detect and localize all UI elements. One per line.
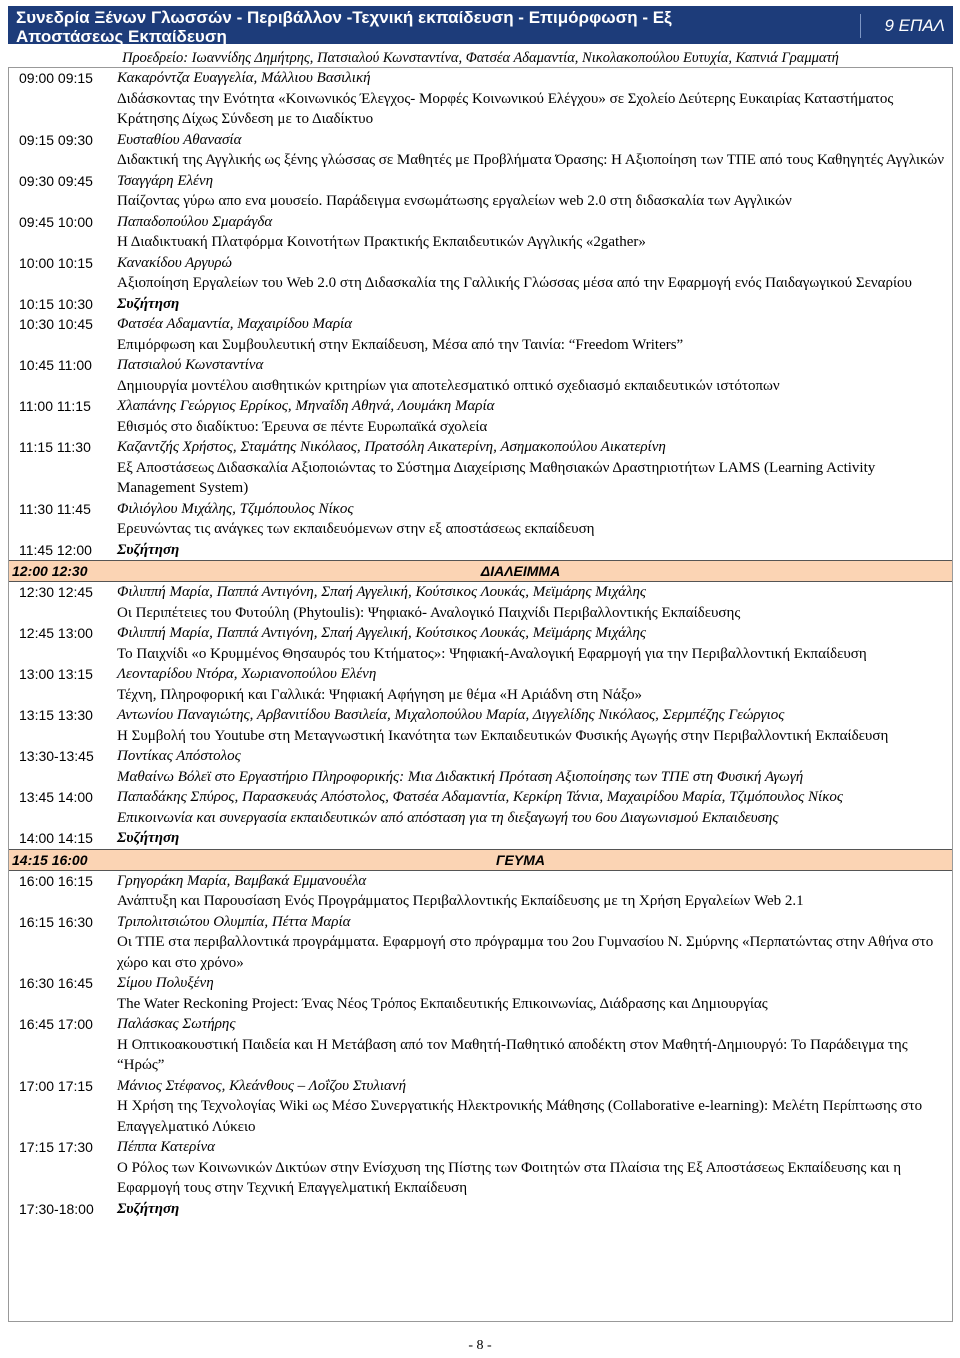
talk-row <box>9 705 952 746</box>
talk-time: 16:00 16:15 <box>19 872 93 889</box>
talk-row <box>9 623 952 664</box>
talk-authors: Φατσέα Αδαμαντία, Μαχαιρίδου Μαρία <box>117 316 353 332</box>
talk-title: Επιμόρφωση και Συμβουλευτική στην Εκπαίδευση, Μέσα από την Ταινία: “Freedom Writers” <box>117 336 684 353</box>
talk-time: 17:30-18:00 <box>19 1200 94 1217</box>
talk-time: 16:45 17:00 <box>19 1016 93 1032</box>
talk-time: 14:00 14:15 <box>19 830 93 846</box>
talk-title: Η Χρήση της Τεχνολογίας Wiki ως Μέσο Συνεργατικής Ηλεκτρονικής Μάθησης (Collaborative e-learning): Μελέτη Περίπτωσης στο Επαγγελματικό Λύκειο <box>117 1098 923 1135</box>
talk-body <box>117 746 952 787</box>
talk-title: Οι ΤΠΕ στα περιβαλλοντικά προγράμματα. Εφαρμογή στο πρόγραμμα του 2ου Γυμνασίου Ν. Σμύρνης «Περπατώντας στην Αθήνα στο χώρο και στο χρόνο» <box>117 934 934 971</box>
talk-body <box>117 499 952 540</box>
talk-body <box>117 355 952 396</box>
break-row <box>9 560 952 582</box>
talk-time: 11:30 11:45 <box>19 500 91 517</box>
talk-row <box>9 212 952 253</box>
talk-time: 13:15 13:30 <box>19 707 93 723</box>
talk-body <box>117 1199 952 1220</box>
talk-title: Εξ Αποστάσεως Διδασκαλία Αξιοποιώντας το Σύστημα Διαχείρισης Μαθησιακών Δραστηριοτήτων LAMS (Learning Activity Management System) <box>117 459 876 496</box>
talk-authors: Καζαντζής Χρήστος, Σταμάτης Νικόλαος, Πρατσόλη Αικατερίνη, Ασημακοπούλου Αικατερίνη <box>117 439 666 455</box>
talk-row <box>9 253 952 294</box>
talk-authors: Πατσιαλού Κωνσταντίνα <box>117 357 264 373</box>
talk-authors: Παπαδάκης Σπύρος, Παρασκευάς Απόστολος, Φατσέα Αδαμαντία, Κερκίρη Τάνια, Μαχαιρίδου Μαρία, Τζιμόπουλος Νίκος <box>117 789 843 805</box>
talk-authors: Φιλιππή Μαρία, Παππά Αντιγόνη, Σπαή Αγγελική, Κούτσικος Λουκάς, Μεϊμάρης Μιχάλης <box>117 584 647 600</box>
talk-title: Διδάσκοντας την Ενότητα «Κοινωνικός Έλεγχος- Μορφές Κοινωνικού Ελέγχου» σε Σχολείο Δεύτερης Ευκαιρίας Καταστήματος Κράτησης Δίχως Σύνδεση με το Διαδίκτυο <box>117 90 894 127</box>
talk-time: 10:45 11:00 <box>19 357 92 373</box>
talk-body <box>117 171 952 212</box>
talk-title: Ο Ρόλος των Κοινωνικών Δικτύων στην Ενίσχυση της Πίστης των Φοιτητών στα Πλαίσια της Εξ Αποστάσεως Εκπαίδευσης και η Εφαρμογή τους στην Τεχνική Επαγγελματική Εκπαίδευση <box>117 1159 902 1196</box>
talk-title: Ερευνώντας τις ανάγκες των εκπαιδευόμενων στην εξ αποστάσεως εκπαίδευση <box>117 521 595 537</box>
talk-title: Παίζοντας γύρω απο ενα μουσείο. Παράδειγμα ενσωμάτωσης εργαλείων web 2.0 στη διδασκαλία των Αγγλικών <box>117 193 792 209</box>
talk-body <box>117 623 952 664</box>
talk-authors: Τσαγγάρη Ελένη <box>117 172 214 189</box>
session-room: 9 ΕΠΑΛ <box>860 14 945 38</box>
talk-body <box>117 1014 952 1076</box>
talk-time: 17:00 17:15 <box>19 1077 93 1094</box>
page-number: - 8 - <box>468 1338 492 1353</box>
talk-title: Δημιουργία μοντέλου αισθητικών κριτηρίων για αποτελεσματικό οπτικό σχεδιασμό εκπαιδευτικών ιστότοπων <box>117 377 780 394</box>
talk-authors: Φιλιόγλου Μιχάλης, Τζιμόπουλος Νίκος <box>117 500 354 517</box>
talk-time: 10:15 10:30 <box>19 295 93 312</box>
talk-row <box>9 664 952 705</box>
talk-time: 12:30 12:45 <box>19 584 93 600</box>
talk-title: Το Παιχνίδι «ο Κρυμμένος Θησαυρός του Κτήματος»: Ψηφιακή-Αναλογική Εφαρμογή για την Περιβαλλοντική Εκπαίδευση <box>117 645 867 662</box>
talk-row <box>9 314 952 355</box>
talk-time: 13:00 13:15 <box>19 666 93 682</box>
discussion-row <box>9 540 952 561</box>
discussion-label: Συζήτηση <box>117 1200 180 1217</box>
talk-authors: Φιλιππή Μαρία, Παππά Αντιγόνη, Σπαή Αγγελική, Κούτσικος Λουκάς, Μεϊμάρης Μιχάλης <box>117 625 647 641</box>
break-label: ΓΕΥΜΑ <box>496 851 545 868</box>
talk-row <box>9 912 952 974</box>
talk-authors: Παπαδοπούλου Σμαράγδα <box>117 213 273 230</box>
talk-title: Η Διαδικτυακή Πλατφόρμα Κοινοτήτων Πρακτικής Εκπαιδευτικών Αγγλικής «2gather» <box>117 234 646 250</box>
talk-body <box>117 68 952 130</box>
talk-title: The Water Reckoning Project: Ένας Νέος Τρόπος Εκπαιδευτικής Επικοινωνίας, Διάδρασης και Δημιουργίας <box>117 995 768 1012</box>
talk-time: 11:00 11:15 <box>19 398 91 414</box>
talk-time: 09:45 10:00 <box>19 213 93 230</box>
talk-time: 13:30-13:45 <box>19 748 94 764</box>
talk-time: 09:00 09:15 <box>19 70 93 86</box>
talk-time: 11:45 12:00 <box>19 541 92 558</box>
talk-time: 17:15 17:30 <box>19 1139 93 1155</box>
talk-body <box>117 582 952 623</box>
break-time: 12:00 12:30 <box>12 563 88 579</box>
talk-body <box>117 540 952 561</box>
discussion-row <box>9 828 952 849</box>
session-header <box>8 6 953 44</box>
talk-title: Ανάπτυξη και Παρουσίαση Ενός Προγράμματος Περιβαλλοντικής Εκπαίδευσης με τη Χρήση Εργαλείων Web 2.1 <box>117 893 804 909</box>
talk-body <box>117 396 952 437</box>
talk-title: Οι Περιπέτειες του Φυτούλη (Phytoulis): Ψηφιακό- Αναλογικό Παιχνίδι Περιβαλλοντικής Εκπαίδευσης <box>117 604 741 621</box>
talk-title: Επικοινωνία και συνεργασία εκπαιδευτικών από απόσταση για τη διεξαγωγή του 6ου Διαγωνισμού Εκπαιδευσης <box>117 809 779 826</box>
talk-body <box>117 705 952 746</box>
talk-row <box>9 130 952 171</box>
talk-body <box>117 973 952 1014</box>
talk-time: 11:15 11:30 <box>19 439 91 455</box>
schedule-table <box>8 67 953 1322</box>
talk-body <box>117 212 952 253</box>
talk-authors: Ποντίκας Απόστολος <box>117 748 241 764</box>
talk-row <box>9 1014 952 1076</box>
talk-row <box>9 746 952 787</box>
session-chairs: Προεδρείο: Ιωαννίδης Δημήτρης, Πατσιαλού Κωνσταντίνα, Φατσέα Αδαμαντία, Νικολακοπούλου Ευτυχία, Καπνιά Γραμματή <box>122 50 839 66</box>
talk-row <box>9 499 952 540</box>
talk-time: 16:30 16:45 <box>19 975 93 991</box>
talk-title: Τέχνη, Πληροφορική και Γαλλικά: Ψηφιακή Αφήγηση με θέμα «Η Αριάδνη στη Νάξο» <box>117 686 642 703</box>
talk-authors: Κακαρόντζα Ευαγγελία, Μάλλιου Βασιλική <box>117 70 371 86</box>
talk-row <box>9 171 952 212</box>
talk-time: 13:45 14:00 <box>19 789 93 805</box>
break-row <box>9 849 952 871</box>
talk-row <box>9 437 952 499</box>
talk-row <box>9 973 952 1014</box>
talk-title: Η Συμβολή του Youtube στη Μεταγνωστική Ικανότητα των Εκπαιδευτικών Φυσικής Αγωγής στην Περιβαλλοντική Εκπαίδευση <box>117 727 889 744</box>
discussion-label: Συζήτηση <box>117 541 180 558</box>
talk-row <box>9 1076 952 1138</box>
talk-title: Μαθαίνω Βόλεϊ στο Εργαστήριο Πληροφορικής: Μια Διδακτική Πρόταση Αξιοποίησης των ΤΠΕ στη Φυσική Αγωγή <box>117 768 804 785</box>
talk-authors: Ευσταθίου Αθανασία <box>117 131 242 148</box>
talk-body <box>117 787 952 828</box>
discussion-label: Συζήτηση <box>117 295 180 312</box>
talk-time: 10:30 10:45 <box>19 316 93 332</box>
talk-time: 09:30 09:45 <box>19 172 93 189</box>
talk-title: Αξιοποίηση Εργαλείων του Web 2.0 στη Διδασκαλία της Γαλλικής Γλώσσας μέσα από την Εφαρμογή ενός Παιδαγωγικού Σεναρίου <box>117 275 912 291</box>
talk-body <box>117 828 952 849</box>
talk-body <box>117 871 952 912</box>
talk-time: 09:15 09:30 <box>19 131 93 148</box>
talk-authors: Πέππα Κατερίνα <box>117 1139 216 1155</box>
break-label: ΔΙΑΛΕΙΜΜΑ <box>480 563 561 579</box>
break-time: 14:15 16:00 <box>12 851 88 868</box>
talk-body <box>117 1137 952 1199</box>
talk-authors: Γρηγοράκη Μαρία, Βαμβακά Εμμανουέλα <box>117 872 367 889</box>
talk-authors: Σίμου Πολυξένη <box>117 975 214 991</box>
session-title: Συνεδρία Ξένων Γλωσσών - Περιβάλλον -Τεχνική εκπαίδευση - Επιμόρφωση - Εξ Αποστάσεως Εκπαίδευση <box>16 8 672 46</box>
talk-body <box>117 314 952 355</box>
talk-row <box>9 871 952 912</box>
talk-body <box>117 437 952 499</box>
talk-authors: Κανακίδου Αργυρώ <box>117 254 233 271</box>
talk-body <box>117 294 952 315</box>
talk-time: 16:15 16:30 <box>19 913 93 930</box>
talk-body <box>117 912 952 974</box>
talk-row <box>9 787 952 828</box>
talk-row <box>9 68 952 130</box>
discussion-row <box>9 1199 952 1220</box>
talk-authors: Αντωνίου Παναγιώτης, Αρβανιτίδου Βασιλεία, Μιχαλοπούλου Μαρία, Διγγελίδης Νικόλαος, Σερμπέζης Γεώργιος <box>117 707 785 723</box>
talk-row <box>9 396 952 437</box>
talk-body <box>117 664 952 705</box>
discussion-label: Συζήτηση <box>117 830 180 846</box>
talk-time: 10:00 10:15 <box>19 254 93 271</box>
talk-row <box>9 1137 952 1199</box>
talk-body <box>117 253 952 294</box>
talk-authors: Λεονταρίδου Ντόρα, Χωριανοπούλου Ελένη <box>117 666 377 682</box>
talk-title: Η Οπτικοακουστική Παιδεία και Η Μετάβαση από τον Μαθητή-Παθητικό αποδέκτη στον Μαθητή-Δημιουργό: Το Παράδειγμα της “Ηρώς” <box>117 1036 908 1073</box>
talk-time: 12:45 13:00 <box>19 625 93 641</box>
talk-authors: Τριπολιτσιώτου Ολυμπία, Πέττα Μαρία <box>117 913 351 930</box>
talk-authors: Παλάσκας Σωτήρης <box>117 1016 236 1032</box>
talk-body <box>117 1076 952 1138</box>
talk-row <box>9 582 952 623</box>
talk-authors: Χλαπάνης Γεώργιος Ερρίκος, Μηναΐδη Αθηνά, Λουμάκη Μαρία <box>117 398 495 414</box>
talk-authors: Μάνιος Στέφανος, Κλεάνθους – Λοΐζου Στυλιανή <box>117 1077 407 1094</box>
discussion-row <box>9 294 952 315</box>
talk-body <box>117 130 952 171</box>
talk-title: Εθισμός στο διαδίκτυο: Έρευνα σε πέντε Ευρωπαϊκά σχολεία <box>117 418 488 435</box>
talk-row <box>9 355 952 396</box>
talk-title: Διδακτική της Αγγλικής ως ξένης γλώσσας σε Μαθητές με Προβλήματα Όρασης: Η Αξιοποίηση των ΤΠΕ από τους Καθηγητές Αγγλικών <box>117 152 945 168</box>
